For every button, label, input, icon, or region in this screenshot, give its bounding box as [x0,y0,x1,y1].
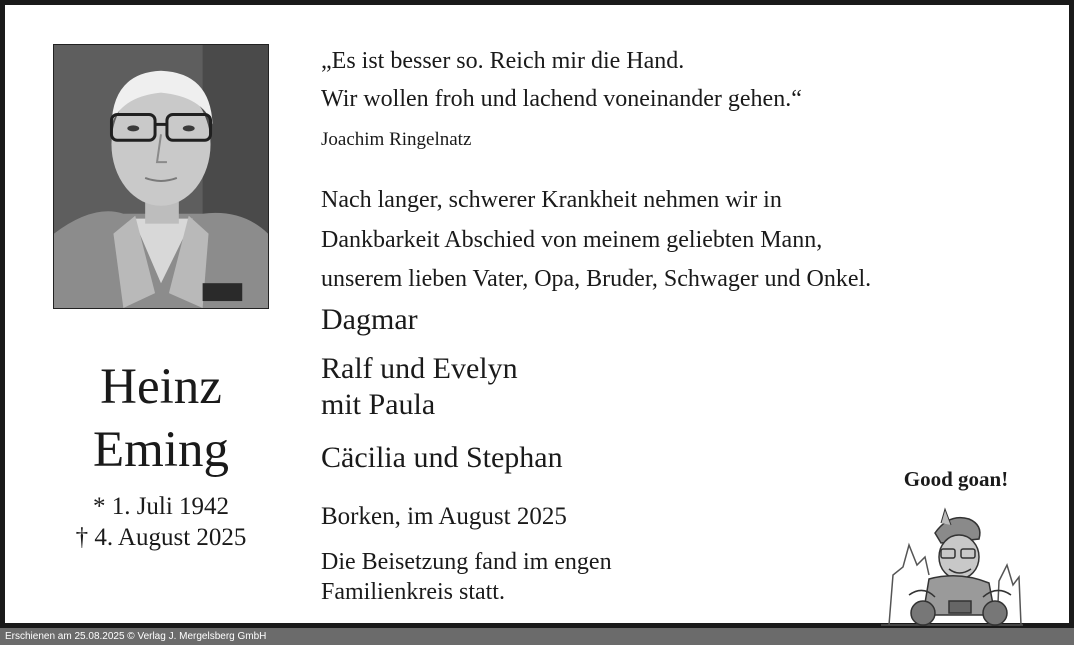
deceased-first-name: Heinz [100,359,222,415]
announcement-line-2: Dankbarkeit Abschied von meinem geliebten Mann, [321,227,823,253]
farewell-caption: Good goan! [903,467,1009,491]
birth-date: * 1. Juli 1942 [92,493,230,520]
announcement-line-3: unserem lieben Vater, Opa, Bruder, Schwager und Onkel. [321,266,872,292]
family-wife: Dagmar [321,303,418,336]
publication-footer: Erschienen am 25.08.2025 © Verlag J. Mergelsberg GmbH [0,628,1074,645]
quote-author: Joachim Ringelnatz [321,129,472,150]
quote-line-1: „Es ist besser so. Reich mir die Hand. [321,48,685,74]
deceased-last-name: Eming [93,422,229,478]
death-date: † 4. August 2025 [75,524,247,551]
announcement-line-1: Nach langer, schwerer Krankheit nehmen wir in [321,187,782,213]
burial-note-line-2: Familienkreis statt. [321,579,505,605]
quote-line-2: Wir wollen froh und lachend voneinander gehen.“ [321,86,802,112]
family-child-2: Cäcilia und Stephan [321,441,563,474]
family-child-1-grandchild: mit Paula [321,388,436,421]
place-and-date: Borken, im August 2025 [321,503,567,530]
motorcycle-cartoon [879,505,1025,629]
portrait-photo [53,44,269,309]
family-child-1: Ralf und Evelyn [321,352,518,385]
burial-note-line-1: Die Beisetzung fand im engen [321,549,612,575]
